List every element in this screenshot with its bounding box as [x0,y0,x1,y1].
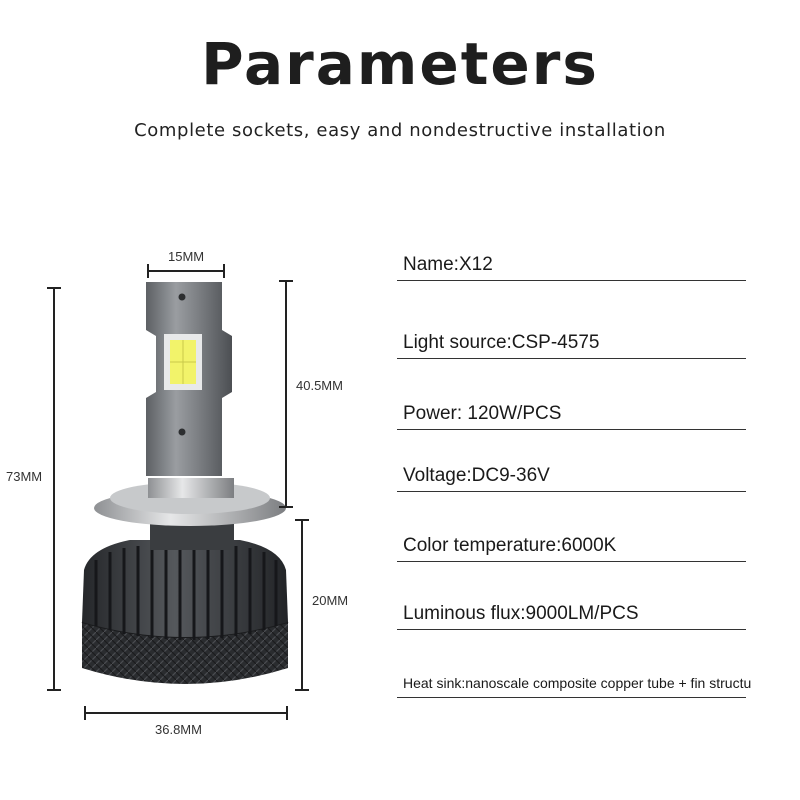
spec-voltage: Voltage:DC9-36V [403,465,550,486]
spec-row [397,252,746,281]
dim-base-width: 36.8MM [155,722,202,737]
dim-base-height: 20MM [312,593,349,608]
spec-light-source: Light source:CSP-4575 [403,332,600,353]
spec-luminous-flux: Luminous flux:9000LM/PCS [403,603,639,624]
spec-row [397,530,746,562]
spec-row [397,460,746,492]
spec-power: Power: 120W/PCS [403,403,562,424]
spec-color-temperature: Color temperature:6000K [403,535,617,556]
page-title: Parameters [201,30,599,98]
dim-chip-height: 40.5MM [296,378,343,393]
spec-row [397,670,752,698]
dim-top-width: 15MM [168,249,205,264]
spec-row [397,322,746,359]
spec-heat-sink: Heat sink:nanoscale composite copper tube + fin structu [403,675,752,691]
spec-row [397,600,746,630]
page-subtitle: Complete sockets, easy and nondestructive installation [134,120,666,141]
dim-total-height: 73MM [6,469,43,484]
spec-name: Name:X12 [403,254,493,275]
spec-row [397,392,746,430]
